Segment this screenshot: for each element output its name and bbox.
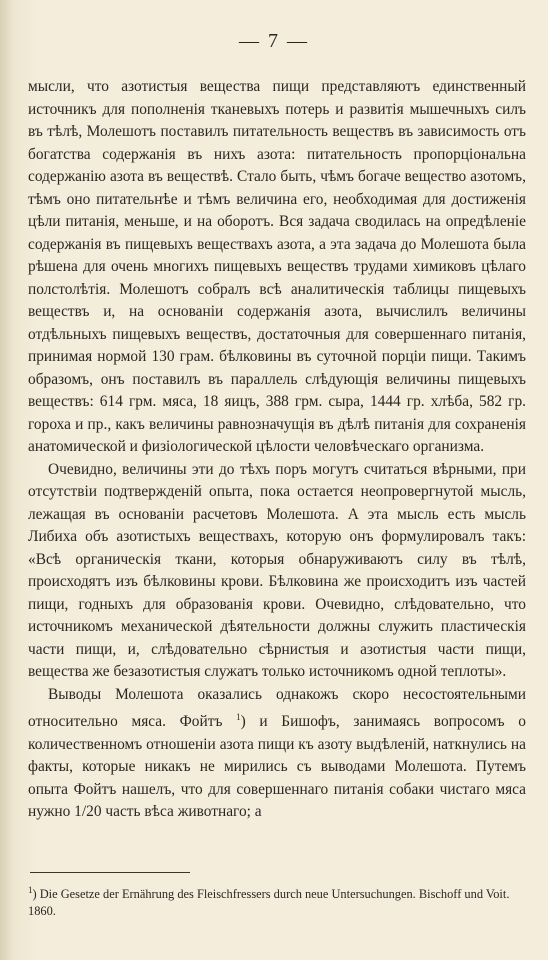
footnote-divider xyxy=(30,872,190,873)
paragraph-2: Очевидно, величины эти до тѣхъ поръ могутъ считаться вѣрными, при отсутствіи подтвержденій опыта, пока остается неопровергнутой мысль, лежащая въ основаніи расчетовъ Молешота. А эта мысль есть мысль Либиха объ азотистыхъ веществахъ, которую онъ формулировалъ такъ: «Всѣ органическія ткани, которыя обнаруживаютъ силу въ тѣлѣ, происходятъ изъ бѣлковины крови. Бѣлковина же происходитъ изъ частей пищи, годныхъ для образованія крови. Очевидно, слѣдовательно, что источникомъ механической дѣятельности должны служить пластическія части пищи, и, слѣдовательно сѣрнистыя и азотистыя части пищи, вещества же безазотистыя служатъ только источникомъ одной теплоты». xyxy=(28,460,526,680)
footnote-mark: 1 xyxy=(28,885,33,895)
footnote-reference: 1 xyxy=(236,712,241,722)
paragraph-3-text: Выводы Молешота оказались однакожъ скоро несостоятельными относительно мяса. Фойтъ xyxy=(28,685,526,731)
footnote-text: ) Die Gesetze der Ernährung des Fleischfressers durch neue Untersuchungen. Bischoff und Voit. 1860. xyxy=(28,887,510,919)
body-text xyxy=(28,76,526,824)
paragraph-3 xyxy=(28,684,526,824)
paragraph-3-text-end: часть вѣса животнаго; а xyxy=(105,803,262,821)
page-number: — 7 — xyxy=(239,30,309,52)
fraction: 1/20 xyxy=(74,803,102,821)
paragraph-1: мысли, что азотистыя вещества пищи представляютъ единственный источникъ для пополненія тканевыхъ потерь и развитія мышечныхъ силъ въ тѣлѣ, Молешотъ поставилъ питательность веществъ въ зависимость отъ богатства содержанія въ нихъ азота: питательность пропорціональна содержанію азота въ веществѣ. Стало быть, чѣмъ богаче вещество азотомъ, тѣмъ оно питательнѣе и тѣмъ величина его, необходимая для достиженія цѣли питанія, меньше, и на оборотъ. Вся задача сводилась на опредѣленіе содержанія въ пищевыхъ веществахъ азота, а эта задача до Молешота была рѣшена для очень многихъ пищевыхъ веществъ трудами химиковъ цѣлаго полстолѣтія. Молешотъ собралъ всѣ аналитическія таблицы пищевыхъ веществъ и, на основаніи содержанія азота, вычислилъ величины отдѣльныхъ пищевыхъ веществъ, достаточныя для совершеннаго питанія, принимая нормой 130 грам. бѣлковины въ суточной порціи пищи. Такимъ образомъ, онъ поставилъ въ параллель слѣдующія величины пищевыхъ веществъ: 614 грм. мяса, 18 яицъ, 388 грм. сыра, 1444 гр. хлѣба, 582 гр. гороха и пр., какъ величины равнозначущія въ дѣлѣ питанія для сохраненія анатомической и физіологической цѣлости человѣческаго организма. xyxy=(28,78,526,455)
footnote xyxy=(28,882,526,920)
paragraph-3-text-cont: ) и Бишофъ, занимаясь вопросомъ о количественномъ отношеніи азота пищи къ азоту выдѣленій, наткнулись на факты, которые никакъ не мирились съ выводами Молешота. Путемъ опыта Фойтъ нашелъ, что для совершеннаго питанія собаки чистаго мяса нужно xyxy=(28,713,526,821)
